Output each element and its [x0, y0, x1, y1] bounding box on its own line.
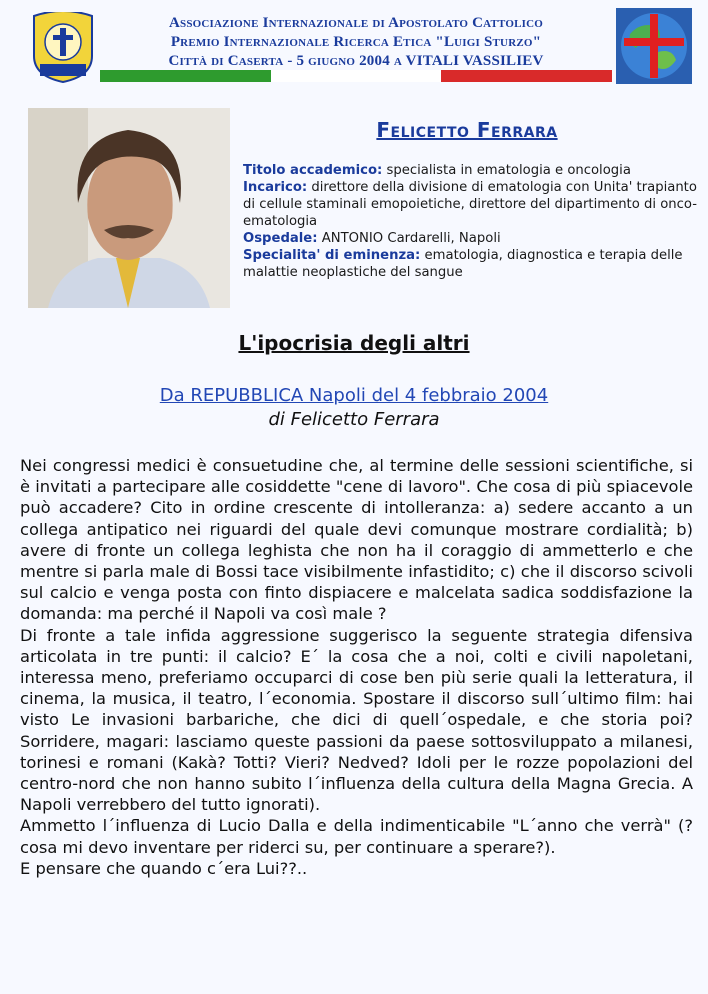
article-source-link[interactable]: Da REPUBBLICA Napoli del 4 febbraio 2004 — [159, 385, 549, 406]
profile-field-title — [243, 162, 698, 179]
profile-field-hospital — [243, 230, 698, 247]
article-paragraph: Nei congressi medici è consuetudine che, al termine delle sessioni scientifiche, si è invitati a partecipare alle cosiddette "cene di lavoro". Che cosa di più spiacevole può accadere? Cito in ordine crescente di intolleranza: a) sedere accanto a un collega antipatico nei riguardi del quale devi comunque mostrare cordialità; b) avere di fronte un collega leghista che non ha il coraggio di ammetterlo e che mentre si parla male di Bossi tace visibilmente infastidito; c) che il discorso scivoli sul calcio e venga posta con finto dispiacere e malcelata sadica soddisfazione la domanda: ma perché il Napoli va così male ? — [20, 456, 693, 624]
header — [100, 14, 612, 71]
portrait-photo — [28, 108, 230, 308]
article-paragraph: E pensare che quando c´era Lui??.. — [20, 858, 308, 878]
field-value: specialista in ematologia e oncologia — [386, 163, 631, 178]
field-label: Titolo accademico: — [243, 163, 383, 178]
association-logo — [30, 12, 96, 84]
header-line-award: Premio Internazionale Ricerca Etica "Luigi Sturzo" — [170, 34, 542, 50]
article-body — [20, 455, 693, 879]
article-paragraph: Ammetto l´influenza di Lucio Dalla e della indimenticabile "L´anno che verrà" (?cosa mi devo inventare per riderci su, per continuare a sperare?). — [20, 816, 693, 857]
article-paragraph: Di fronte a tale infida aggressione suggerisco la seguente strategia difensiva articolata in tre punti: il calcio? E´ la cosa che a noi, colti e civili napoletani, interessa meno, preferiamo occuparci di cose ben più serie quali la letteratura, il cinema, la musica, il teatro, l´economia. Spostare il discorso sull´ultimo film: hai visto Le invasioni barbariche, che dici di quell´ospedale, e che storia poi? Sorridere, magari: lasciamo queste passioni da paese sottosviluppato a milanesi, torinesi e romani (Kakà? Totti? Vieri? Nedved? Idoli per le rozze popolazioni del centro-nord che non hanno subito l´influenza della cultura della Magna Grecia. A Napoli verrebbero del tutto ignorati). — [20, 625, 693, 815]
flag-red-stripe — [441, 70, 612, 82]
italian-flag-bar — [100, 70, 612, 82]
field-value: ANTONIO Cardarelli, Napoli — [321, 231, 501, 246]
article-title: L'ipocrisia degli altri — [238, 331, 470, 355]
person-name: Felicetto Ferrara — [376, 118, 558, 142]
flag-green-stripe — [100, 70, 271, 82]
flag-white-stripe — [271, 70, 442, 82]
field-label: Specialita' di eminenza: — [243, 248, 421, 263]
profile-field-role — [243, 179, 698, 230]
globe-with-cross-icon — [616, 8, 692, 84]
field-value: ematologia, diagnostica e terapia delle malattie neoplastiche del sangue — [243, 248, 683, 280]
article-byline: di Felicetto Ferrara — [268, 409, 440, 430]
field-label: Ospedale: — [243, 231, 318, 246]
profile-info — [243, 162, 698, 281]
field-label: Incarico: — [243, 180, 308, 195]
header-line-event: Città di Caserta - 5 giugno 2004 a VITALI VASSILIEV — [168, 53, 544, 69]
header-line-association: Associazione Internazionale di Apostolato Cattolico — [168, 15, 544, 31]
profile-field-specialty — [243, 247, 698, 281]
field-value: direttore della divisione di ematologia con Unita' trapianto di cellule staminali emopoietiche, direttore del dipartimento di onco-ematologia — [243, 180, 697, 229]
